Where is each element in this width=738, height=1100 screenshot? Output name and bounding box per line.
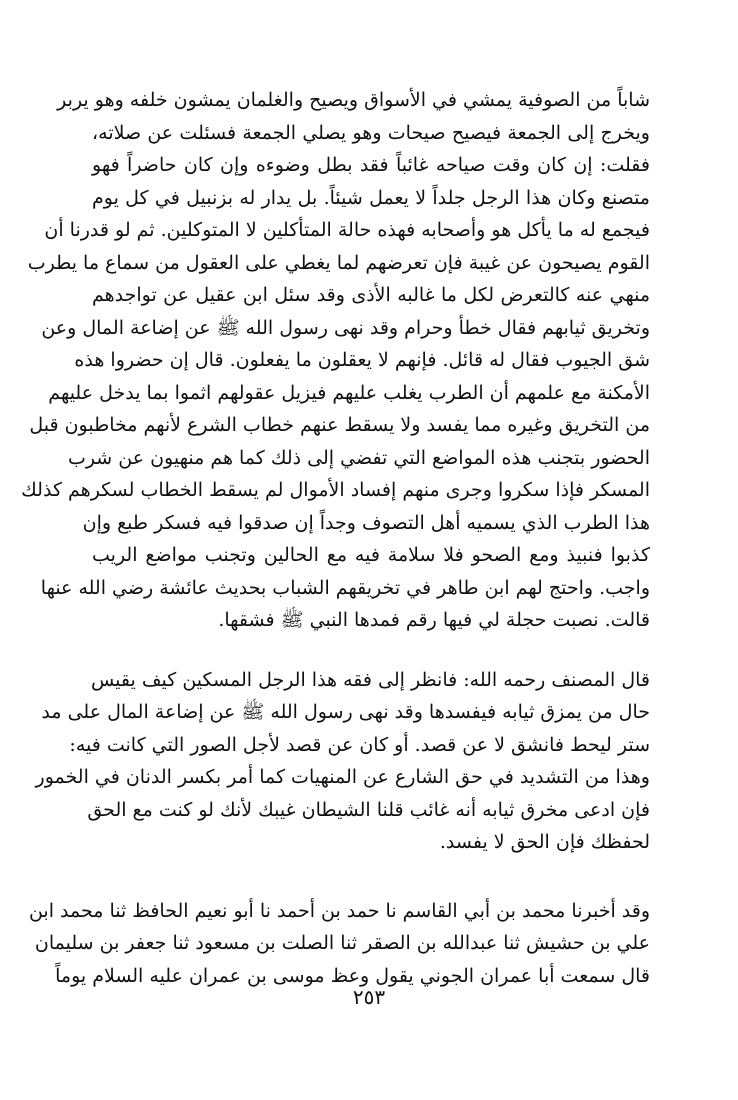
paragraph-3	[28, 895, 650, 993]
text-line: ستر ليحط فانشق لا عن قصد. أو كان عن قصد لأجل الصور التي كانت فيه:	[69, 733, 650, 756]
text-line: قالت. نصبت حجلة لي فيها رقم فمدها النبي ﷺ فشقها.	[218, 609, 650, 631]
paragraph-spacer	[92, 859, 650, 895]
text-line: شق الجيوب فقال له قائل. فإنهم لا يعقلون ما يفعلون. قال إن حضروا هذه	[74, 349, 650, 371]
text-line: الأمكنة مع علمهم أن الطرب يغلب عليهم فيزيل عقولهم اثموا بما يدخل عليهم	[48, 381, 650, 404]
text-line: واجب. واحتج لهم ابن طاهر في تخريقهم الشباب بحديث عائشة رضي الله عنها	[40, 576, 650, 599]
text-line: هذا الطرب الذي يسميه أهل التصوف وجداً إن صدقوا فيه فسكر طبع وإن	[82, 511, 650, 534]
text-line: علي بن حشيش ثنا عبدالله بن الصقر ثنا الصلت بن مسعود ثنا جعفر بن سليمان	[34, 932, 650, 954]
text-line: فيجمع له ما يأكل هو وأصحابه فهذه حالة المتأكلين لا المتوكلين. ثم لو قدرنا أن	[44, 219, 650, 241]
text-line: حال من يمزق ثيابه فيفسدها وقد نهى رسول الله ﷺ عن إضاعة المال على مد	[41, 701, 650, 723]
page-number: ٢٥٣	[352, 985, 386, 1009]
text-line: ويخرج إلى الجمعة فيصيح صيحات وهو يصلي الجمعة فسئلت عن صلاته،	[92, 121, 650, 144]
text-line: متصنع وكان هذا الرجل جلداً لا يعمل شيئاً. بل يدار له بزنبيل في كل يوم	[92, 186, 650, 209]
page-body	[21, 84, 650, 992]
text-line: من التخريق وغيره مما يفسد ولا يسقط عنهم خطاب الشرع لأنهم مخاطبون قبل	[29, 414, 650, 436]
text-line: وقد أخبرنا محمد بن أبي القاسم نا حمد بن أحمد نا أبو نعيم الحافظ ثنا محمد ابن	[28, 899, 650, 922]
text-line: فقلت: إن كان وقت صياحه غائباً فقد بطل وضوءه وإن كان حاضراً فهو	[92, 154, 650, 176]
text-line: لحفظك فإن الحق لا يفسد.	[439, 831, 650, 853]
paragraph-1	[21, 84, 650, 637]
text-line: قال سمعت أبا عمران الجوني يقول وعظ موسى بن عمران عليه السلام يوماً	[55, 964, 650, 987]
text-line: شاباً من الصوفية يمشي في الأسواق ويصيح والغلمان يمشون خلفه وهو يربر	[57, 89, 650, 111]
text-line: قال المصنف رحمه الله: فانظر إلى فقه هذا الرجل المسكين كيف يقيس	[90, 668, 650, 691]
text-line: المسكر فإذا سكروا وجرى منهم إفساد الأموال لم يسقط الخطاب لسكرهم كذلك	[21, 479, 650, 501]
text-line: الحضور بتجنب هذه المواضع التي تفضي إلى ذلك كما هم منهيون عن شرب	[67, 446, 650, 469]
text-line: منهي عنه كالتعرض لكل ما غالبه الأذى وقد سئل ابن عقيل عن تواجدهم	[92, 284, 650, 306]
text-line: وتخريق ثيابهم فقال خطأ وحرام وقد نهى رسول الله ﷺ عن إضاعة المال وعن	[41, 316, 650, 339]
text-line: فإن ادعى مخرق ثيابه أنه غائب قلنا الشيطان غيبك لأنك لو كنت مع الحق	[87, 798, 650, 821]
paragraph-spacer	[92, 637, 650, 664]
paragraph-2	[35, 664, 650, 859]
text-line: كذبوا فنبيذ ومع الصحو فلا سلامة فيه مع الحالين وتجنب مواضع الريب	[92, 544, 650, 566]
text-line: القوم يصيحون عن غيبة فإن تعرضهم لما يغطي على العقول من سماع ما يطرب	[27, 251, 650, 274]
text-line: وهذا من التشديد في حق الشارع عن المنهيات كما أمر بكسر الدنان في الخمور	[35, 766, 650, 788]
